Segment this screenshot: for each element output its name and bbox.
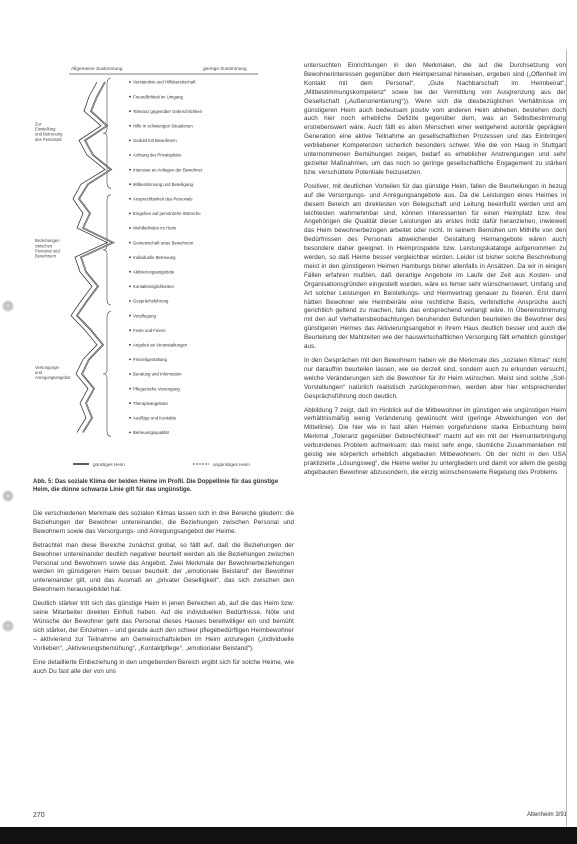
item-marker xyxy=(129,198,131,200)
item-marker xyxy=(129,154,131,156)
item-label: Betreuungsqualität xyxy=(133,430,169,436)
profile-line-unfavorable xyxy=(71,82,107,432)
item-label: Verständnis und Hilfsbereitschaft xyxy=(133,79,196,85)
profile-line-favorable xyxy=(77,82,113,432)
item-marker xyxy=(129,125,131,127)
item-marker xyxy=(129,96,131,98)
group-bracket xyxy=(103,195,111,305)
paragraph: Eine detaillierte Einbeziehung in den umgebenden Bereich ergibt sich für solche Heime, wie auch Du fast alle der von uns xyxy=(33,658,294,675)
profile-chart xyxy=(33,60,295,472)
item-label: Gemeinschaft unter Bewohnern xyxy=(133,240,194,246)
item-marker xyxy=(129,256,131,258)
paragraph: In den Gesprächen mit den Bewohnern haben wir die Merkmale des „sozialen Klimas“ nicht nur daraufhin beurteilen lassen, wie sie derzeit sind, sondern auch zu erkunden versucht, welche Veränderungen sich die Bewohner für ihr Heim wünschen. Meist sind solche „Soll-Vorstellungen“ natürlich realistisch zurückgenommen, werden aber hier entsprechender Gesprächsführung doch deutlich. xyxy=(304,357,566,400)
item-label: Beratung und Information xyxy=(133,371,182,377)
item-marker xyxy=(129,432,131,434)
item-label: Ausflüge und Kontakte xyxy=(133,415,177,421)
item-label: Interesse an Anliegen der Bewohner xyxy=(133,167,203,173)
item-marker xyxy=(129,329,131,331)
item-marker xyxy=(129,81,131,83)
item-marker xyxy=(129,227,131,229)
item-marker xyxy=(129,344,131,346)
item-label: Eingehen auf persönliche Wünsche xyxy=(133,211,201,217)
item-label: Kontaktmöglichkeiten xyxy=(133,284,174,290)
paragraph: Abbildung 7 zeigt, daß im Hinblick auf die Mitbewohner im günstigen wie ungünstigen Heim verhältnismäßig wenig Veränderung gewünscht wird (geringe Abweichungen von der Mittellinie). Die hier wie in fast allen Heimen vorgefundene starke Einbuchtung beim Merkmal „Toleranz gegenüber Gebrechlichkeit“ macht auf ein mit der Heimunterbringung verbundenes Problem aufmerksam: das meist sehr enge, räumliche Zusammenleben mit geistig wie körperlich erheblich abgebauten Mitbewohnern. Ob der nicht in den USA praktizierte „Lösungsweg“, die Heime weiter zu untergliedern und damit vor allem die geistig abgebauten Bewohner abzusondern, die einzig wünschenswerte Regelung des Problems xyxy=(304,406,566,476)
binder-hole xyxy=(2,620,14,632)
item-label: Geduld mit Bewohnern xyxy=(133,138,177,144)
item-label: Achtung der Privatsphäre xyxy=(133,152,182,158)
item-label: Toleranz gegenüber Gebrechlichkeit xyxy=(133,108,202,114)
figure-caption: Abb. 5: Das soziale Klima der beiden Heime im Profil. Die Doppellinie für das günstige Heim, die dünne schwarze Linie gilt für das ungünstige. xyxy=(33,479,279,493)
group-label: Beziehungen zwischen Personal und Bewohnern xyxy=(35,238,60,259)
paragraph: Deutlich stärker tritt sich das günstige Heim in jenen Bereichen ab, auf die das Heim bzw. seine Mitarbeiter direkten Einfluß haben. Auf die individuellen Bedürfnisse, Nöte und Wünsche der Bewohner geht das Personal dieses Hauses bereitwilliger ein und bemüht sich stärker, der Einzelnen – und gerade auch den schwer pflegebedürftigen Heimbewohner – aktivierend zur Teilnahme am Gemeinschaftsleben im Heim anzuregen („individuelle Vorlieben“, „Aktivierungsbemühung“, „Kontaktpflege“, „emotionaler Beistand“). xyxy=(33,600,294,652)
profile-figure xyxy=(33,60,295,472)
binder-hole xyxy=(2,300,14,312)
item-marker xyxy=(129,417,131,419)
paragraph: Positiver, mit deutlichen Vorteilen für das günstige Heim, fallen die Beurteilungen in bezug auf die Versorgungs- und Anregungsangebote aus. Da die Leistungen eines Heimes in diesem Bereich am direktesten von Belegschaft und Leitung beeinflußt werden und am leichtesten wahrnehmbar sind, können Interessenten für einen Heimplatz bzw. ihre Angehörigen die Qualität dieser Leistungen als erstes Indiz dafür heranziehen, inwieweit das Heim bewohnerbezogen arbeitet oder nicht. In seinem Bemühen um Mithilfe von den Bedürfnissen des Personals abweichender Gestaltung Heimangebote wären auch besondere daher geeignet. In Heimprospekte bzw. Leistungskataloge aufgenommen zu werden, so daß Heime besser vergleichbar würden. Leider ist bisher solche Beschreibung meist in den günstigeren Heimen Hamburgs bisher allenfalls in Ansätzen. Da wir in einigen Fällen erfahren mußten, daß derartige Angebote im Laufe der Zeit aus Kosten- und Organisationsgründen eingestellt wurden, wäre es ferner sehr wünschenswert, Umfang und Art solcher Leistungen im Beistellungs- und Heimvertrag genauer zu fixieren. Erst dann hätten Bewohner wie Heimbeiräte eine rechtliche Basis, verbindliche Ansprüche auch gerichtlich geltend zu machen, falls das entsprechend verlangt wäre. In Übereinstimmung mit den auf Verhaltensbeobachtungen beruhenden Befunden beurteilen die Bewohner des günstigeren Heimes das Aktivierungsangebot in ihrem Haus deutlich besser und auch die Beurteilung der Mahlzeiten wie der hauswirtschaftlichen Versorgung fällt erheblich günstiger aus. xyxy=(304,182,566,351)
page-number: 270 xyxy=(33,812,45,819)
journal-name: Altenheim 3/91 xyxy=(526,812,567,818)
left-text-column xyxy=(33,510,294,681)
item-marker xyxy=(129,140,131,142)
legend-label-unfavorable: ungünstiges Heim xyxy=(213,462,250,467)
scan-edge-line xyxy=(566,50,567,840)
item-marker xyxy=(129,271,131,273)
group-label: Zur Einstellung und Betreuung des Personals xyxy=(35,121,63,142)
item-label: Pflegerische Versorgung xyxy=(133,386,180,392)
paragraph: Die verschiedenen Merkmale des sozialen Klimas lassen sich in drei Bereiche gliedern: die Beziehungen der Bewohner untereinander, die Beziehungen zwischen Personal und Bewohnern sowie das Versorgungs- und Anregungsangebot der Heime. xyxy=(33,510,294,535)
item-label: Gesprächsführung xyxy=(133,298,169,304)
figure-header-right: geringe Zustimmung xyxy=(203,67,247,72)
item-marker xyxy=(129,359,131,361)
item-marker xyxy=(129,242,131,244)
legend-label-favorable: günstiges Heim xyxy=(93,462,125,467)
paragraph: Betrachtet man diese Bereiche zunächst global, so fällt auf, daß die Beziehungen der Bewohner untereinander deutlich negativer beurteilt werden als die Beziehungen zwischen Personal und Bewohnern sowie das Angebot. Zwei Merkmale der Bewohnerbeziehungen werden im günstigeren Heim besser beurteilt: der „emotionale Beistand" der Bewohner untereinander gilt, und das Ausmaß an „privater Geselligkeit", das sich zwischen den Bewohnern herausgebildet hat. xyxy=(33,541,294,594)
item-label: Verpflegung xyxy=(133,313,156,319)
item-marker xyxy=(129,183,131,185)
item-label: Aktivierungsangebote xyxy=(133,269,175,275)
item-label: Angebot an Veranstaltungen xyxy=(133,342,188,348)
group-bracket xyxy=(103,312,111,437)
item-label: Therapieangebote xyxy=(133,400,168,406)
item-marker xyxy=(129,388,131,390)
item-marker xyxy=(129,213,131,215)
item-marker xyxy=(129,169,131,171)
item-label: Ansprechbarkeit des Personals xyxy=(133,196,193,202)
binder-hole xyxy=(2,490,14,502)
paragraph: untersuchten Einrichtungen in den Merkmalen, die auf die Durchsetzung von Bewohnerinteressen gegenüber dem Heimpersonal hinweisen, ergeben sind („Offenheit im Kontakt mit dem Personal“, „Gute Nachbarschaft im Heimbeirat“, „Mitbestimmungskompetenz“ sowie bei der Vermittlung von Ausgrenzung aus der Gesellschaft („Außenorientierung“)). Wenn sich die diesbezüglichen Verhältnisse im günstigeren Heim auch bedeutsam positiv vom anderen Heim abheben, bestehen doch auch hier noch erhebliche Defizite gegenüber dem, was an Selbstbestimmung erstrebenswert wäre. Auch fällt es alten Menschen einer weitgehend autoritär geprägten Generation eine aktive Teilnahme an gesellschaftlichen Prozessen und das Einbringen verbliebener Kompetenzen sicherlich besonders schwer. Wie die von Haug in Stuttgart unternommenen Bemühungen zeigen, bedarf es erheblicher Anstrengungen und sehr gezielter Maßnahmen, um das noch so geringe gesellschaftliche Engagement zu stärken bzw. verschüttete Potentiale freizusetzen. xyxy=(304,62,566,176)
item-marker xyxy=(129,286,131,288)
group-label: Versorgungs-und Anregungsangebot xyxy=(35,364,71,381)
item-label: Freundlichkeit im Umgang xyxy=(133,94,183,100)
item-label: Hilfe in schwierigen Situationen xyxy=(133,123,193,129)
item-marker xyxy=(129,300,131,302)
item-marker xyxy=(129,110,131,112)
item-label: Feste und Feiern xyxy=(133,327,166,333)
item-marker xyxy=(129,402,131,404)
scan-bottom-edge xyxy=(0,827,577,844)
figure-header-left: Allgemeine Zustimmung xyxy=(71,67,123,72)
figure-legend xyxy=(73,462,250,467)
right-text-column xyxy=(304,62,566,483)
item-marker xyxy=(129,373,131,375)
item-label: Wohlbefinden im Heim xyxy=(133,225,177,231)
item-label: Mitbestimmung und Beteiligung xyxy=(133,181,193,187)
item-marker xyxy=(129,315,131,317)
item-label: Individuelle Betreuung xyxy=(133,254,176,260)
item-label: Freizeitgestaltung xyxy=(133,357,167,363)
